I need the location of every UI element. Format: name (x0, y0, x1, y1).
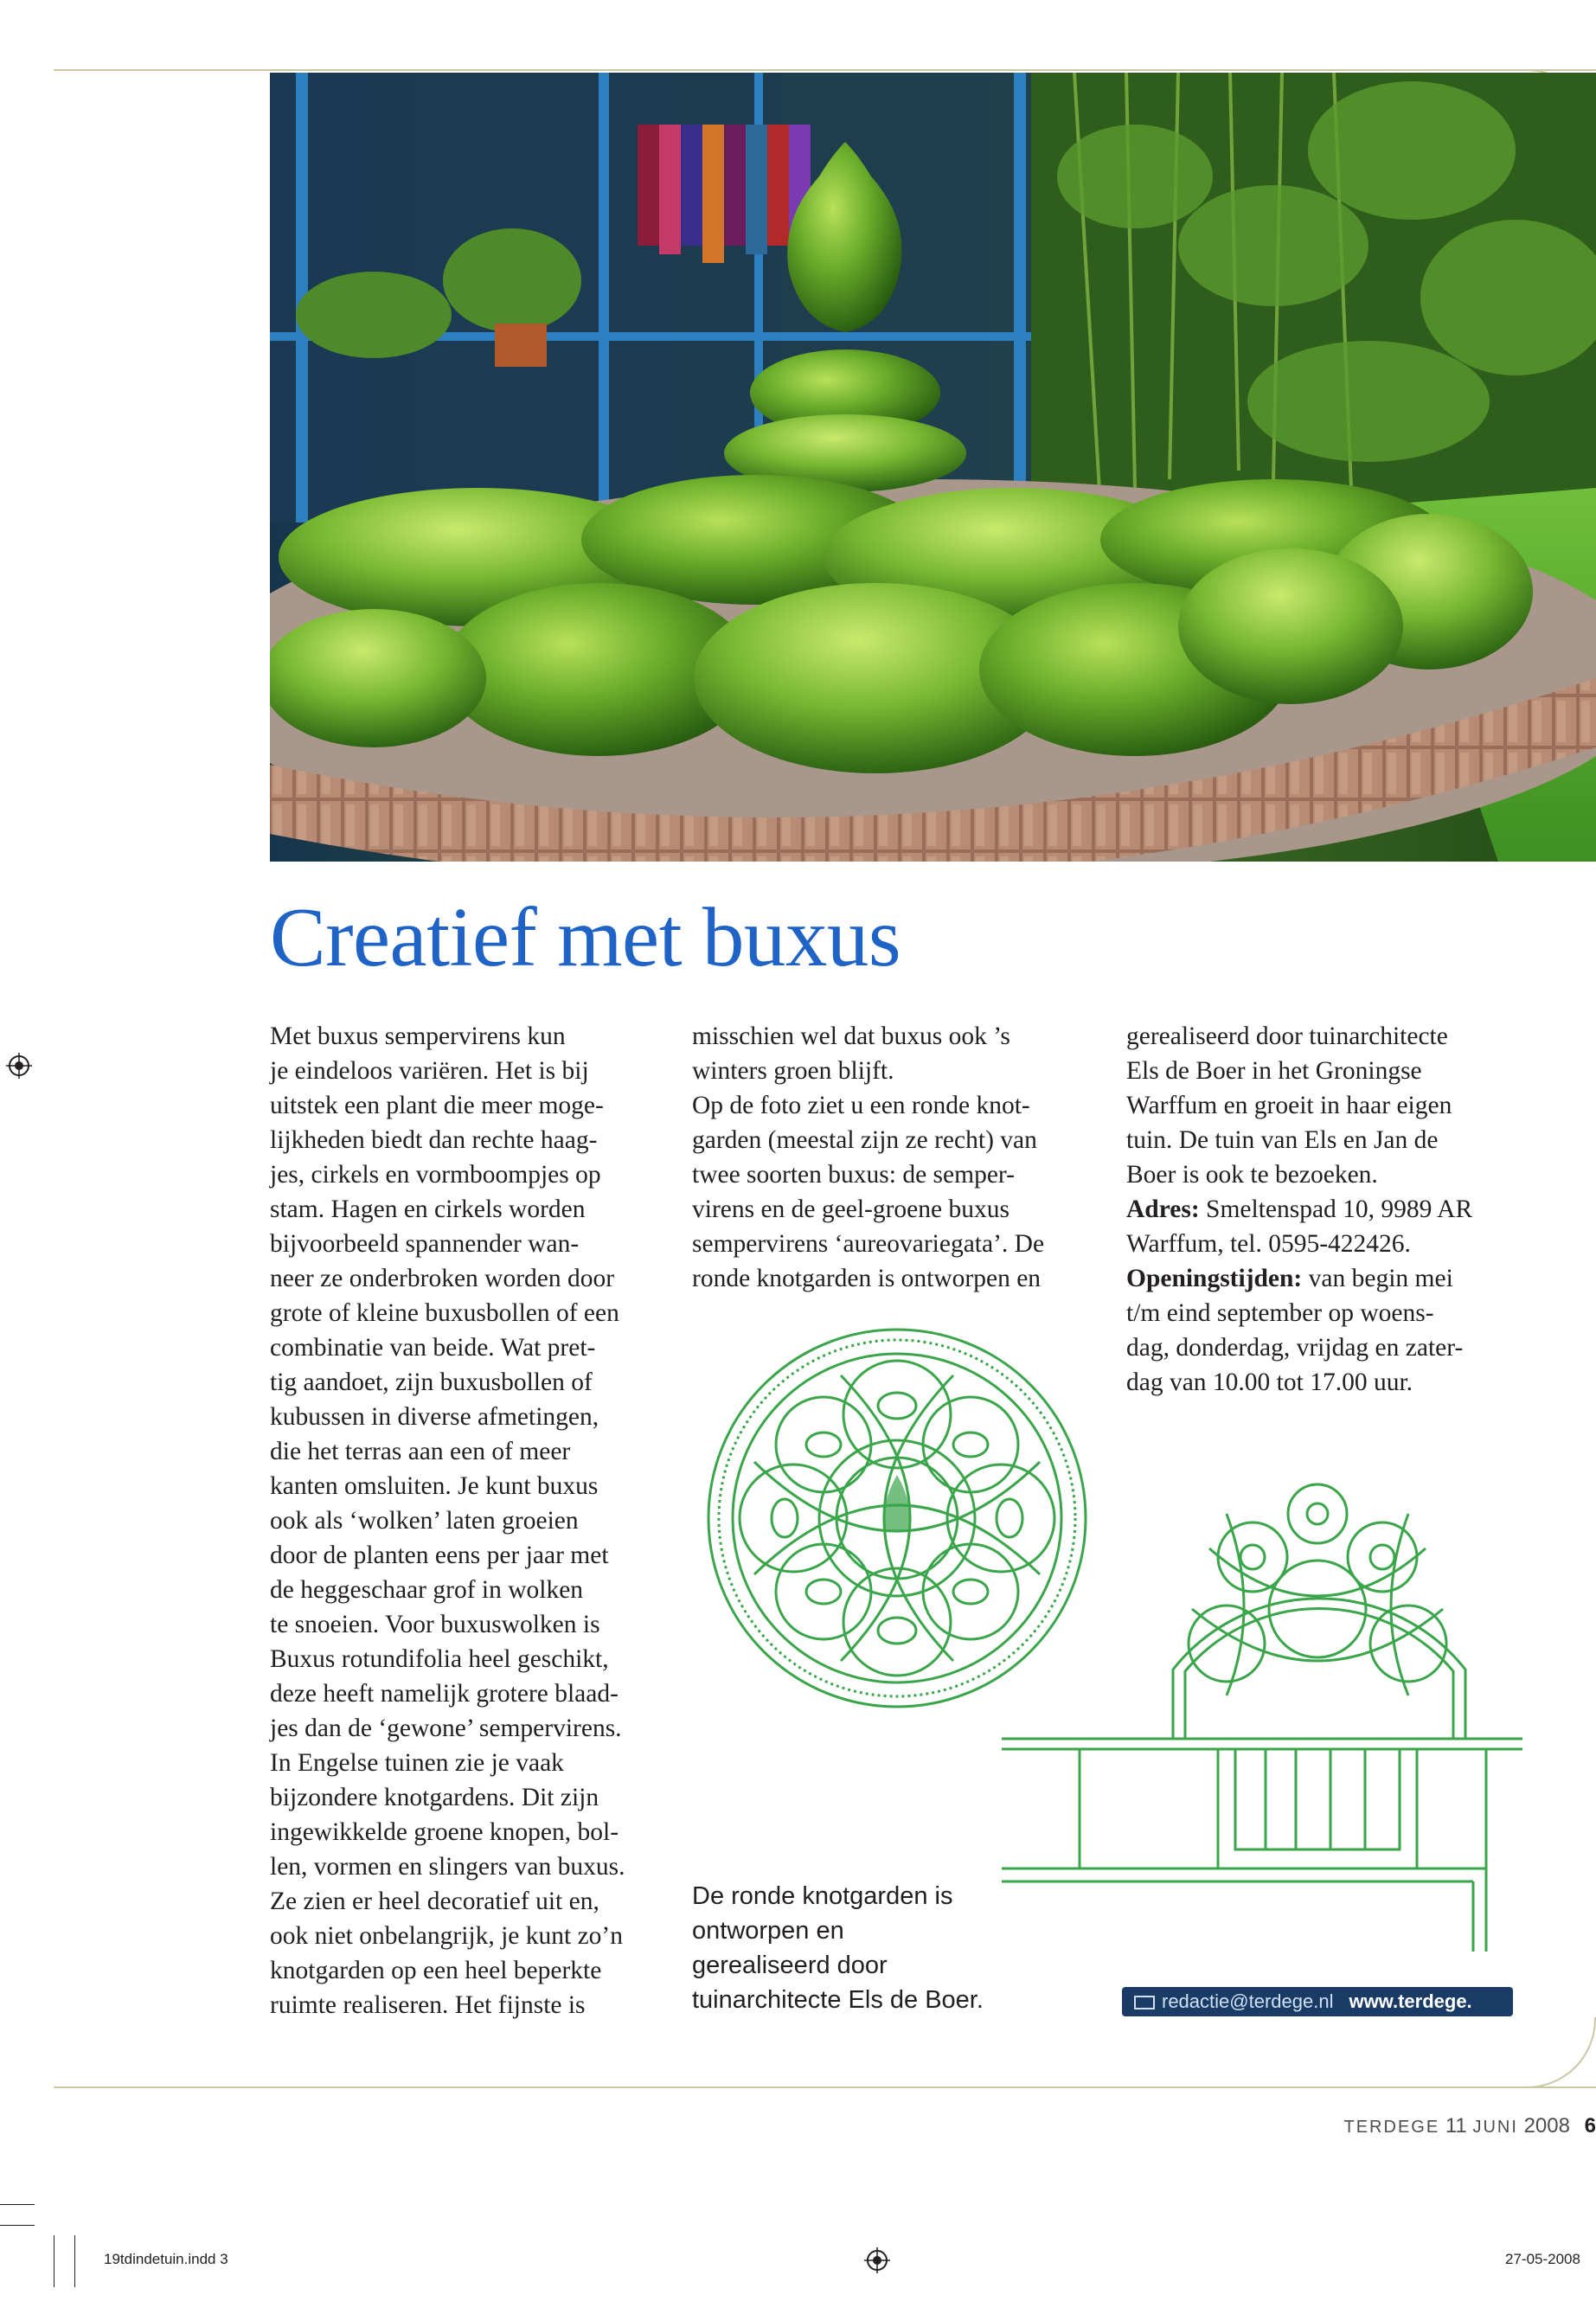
magazine-name: TERDEGE (1343, 2118, 1440, 2137)
bottom-rule (54, 2086, 1596, 2088)
address-label: Adres: (1126, 1195, 1200, 1223)
text-line: te snoeien. Voor buxuswolken is (270, 1611, 600, 1638)
top-rule (54, 69, 1596, 71)
text-line: t/m eind september op woens- (1126, 1299, 1434, 1327)
knot-garden-photo (270, 73, 1596, 862)
text-line: je eindeloos variëren. Het is bij (270, 1057, 589, 1085)
body-column-1 (270, 1019, 625, 2022)
crop-mark (0, 2225, 35, 2226)
text-line: ronde knotgarden is ontworpen en (692, 1265, 1042, 1292)
hours-line (1126, 1261, 1472, 1296)
text-line: kubussen in diverse afmetingen, (270, 1403, 599, 1431)
text-line: tuin. De tuin van Els en Jan de (1126, 1126, 1439, 1154)
text-line: knotgarden op een heel beperkte (270, 1957, 602, 1984)
page-folio (1344, 2114, 1596, 2138)
text-line: ook niet onbelangrijk, je kunt zo’n (270, 1922, 623, 1950)
issue-day: 11 (1445, 2114, 1467, 2138)
text-line: tig aandoet, zijn buxusbollen of (270, 1368, 593, 1396)
hours-label: Openingstijden: (1126, 1265, 1303, 1292)
body-column-2 (692, 1019, 1044, 1296)
caption-line: ontworpen en (692, 1917, 844, 1945)
text-line: twee soorten buxus: de semper- (692, 1161, 1015, 1189)
text-line: door de planten eens per jaar met (270, 1541, 609, 1569)
text-line: len, vormen en slingers van buxus. (270, 1853, 625, 1881)
text-line: bijzondere knotgardens. Dit zijn (270, 1784, 599, 1811)
plan-knot-garden-drawing (1002, 1384, 1522, 1952)
website-link[interactable]: www.terdege. (1349, 1990, 1472, 2012)
email-link[interactable]: redactie@terdege.nl (1162, 1990, 1334, 2012)
address-line (1126, 1192, 1472, 1227)
text-line: Boer is ook te bezoeken. (1126, 1161, 1378, 1189)
text-line: uitstek een plant die meer moge- (270, 1092, 604, 1119)
address-value: Smeltenspad 10, 9989 AR (1199, 1195, 1473, 1223)
bottom-corner-curve (1527, 2017, 1596, 2088)
text-line: winters groen blijft. (692, 1057, 894, 1085)
article-title: Creatief met buxus (270, 891, 901, 984)
envelope-icon (1134, 1996, 1155, 2009)
text-line: sempervirens ‘aureovariegata’. De (692, 1230, 1045, 1258)
issue-year: 2008 (1523, 2114, 1570, 2138)
text-line: stam. Hagen en cirkels worden (270, 1195, 586, 1223)
text-line: In Engelse tuinen zie je vaak (270, 1749, 564, 1777)
text-line: Op de foto ziet u een ronde knot- (692, 1092, 1030, 1119)
text-line: combinatie van beide. Wat pret- (270, 1334, 596, 1362)
text-line: Warffum, tel. 0595-422426. (1126, 1230, 1411, 1258)
hours-value: van begin mei (1302, 1265, 1453, 1292)
text-line: virens en de geel-groene buxus (692, 1195, 1010, 1223)
registration-mark-icon (6, 1053, 32, 1079)
text-line: grote of kleine buxusbollen of een (270, 1299, 619, 1327)
text-line: Ze zien er heel decoratief uit en, (270, 1888, 599, 1915)
page-number: 6 (1584, 2114, 1596, 2138)
text-line: gerealiseerd door tuinarchitecte (1126, 1022, 1448, 1050)
contact-bar (1122, 1987, 1513, 2016)
text-line: misschien wel dat buxus ook ’s (692, 1022, 1010, 1050)
text-line: jes dan de ‘gewone’ sempervirens. (270, 1715, 622, 1742)
text-line: Buxus rotundifolia heel geschikt, (270, 1645, 609, 1673)
issue-month: JUNI (1472, 2118, 1518, 2137)
slug-filename: 19tdindetuin.indd 3 (104, 2251, 228, 2267)
text-line: ruimte realiseren. Het fijnste is (270, 1991, 586, 2019)
text-line: neer ze onderbroken worden door (270, 1265, 615, 1292)
crop-mark (0, 2204, 35, 2205)
slug-date: 27-05-2008 (1505, 2251, 1580, 2267)
text-line: ingewikkelde groene knopen, bol- (270, 1818, 619, 1846)
body-column-3 (1126, 1019, 1472, 1400)
caption-line: De ronde knotgarden is (692, 1882, 953, 1910)
text-line: Warffum en groeit in haar eigen (1126, 1092, 1452, 1119)
text-line: dag, donderdag, vrijdag en zater- (1126, 1334, 1464, 1362)
crop-mark (74, 2235, 75, 2287)
text-line: de heggeschaar grof in wolken (270, 1576, 584, 1604)
drawing-caption (692, 1879, 984, 2017)
caption-line: tuinarchitecte Els de Boer. (692, 1986, 984, 2014)
text-line: deze heeft namelijk grotere blaad- (270, 1680, 619, 1708)
caption-line: gerealiseerd door (692, 1952, 888, 1979)
text-line: lijkheden biedt dan rechte haag- (270, 1126, 598, 1154)
text-line: jes, cirkels en vormboompjes op (270, 1161, 601, 1189)
text-line: bijvoorbeeld spannender wan- (270, 1230, 580, 1258)
text-line: Els de Boer in het Groningse (1126, 1057, 1422, 1085)
text-line: kanten omsluiten. Je kunt buxus (270, 1472, 599, 1500)
registration-mark-icon (864, 2247, 890, 2273)
text-line: dag van 10.00 tot 17.00 uur. (1126, 1368, 1413, 1396)
text-line: garden (meestal zijn ze recht) van (692, 1126, 1037, 1154)
text-line: ook als ‘wolken’ laten groeien (270, 1507, 579, 1535)
text-line: die het terras aan een of meer (270, 1438, 571, 1465)
text-line: Met buxus sempervirens kun (270, 1022, 566, 1050)
